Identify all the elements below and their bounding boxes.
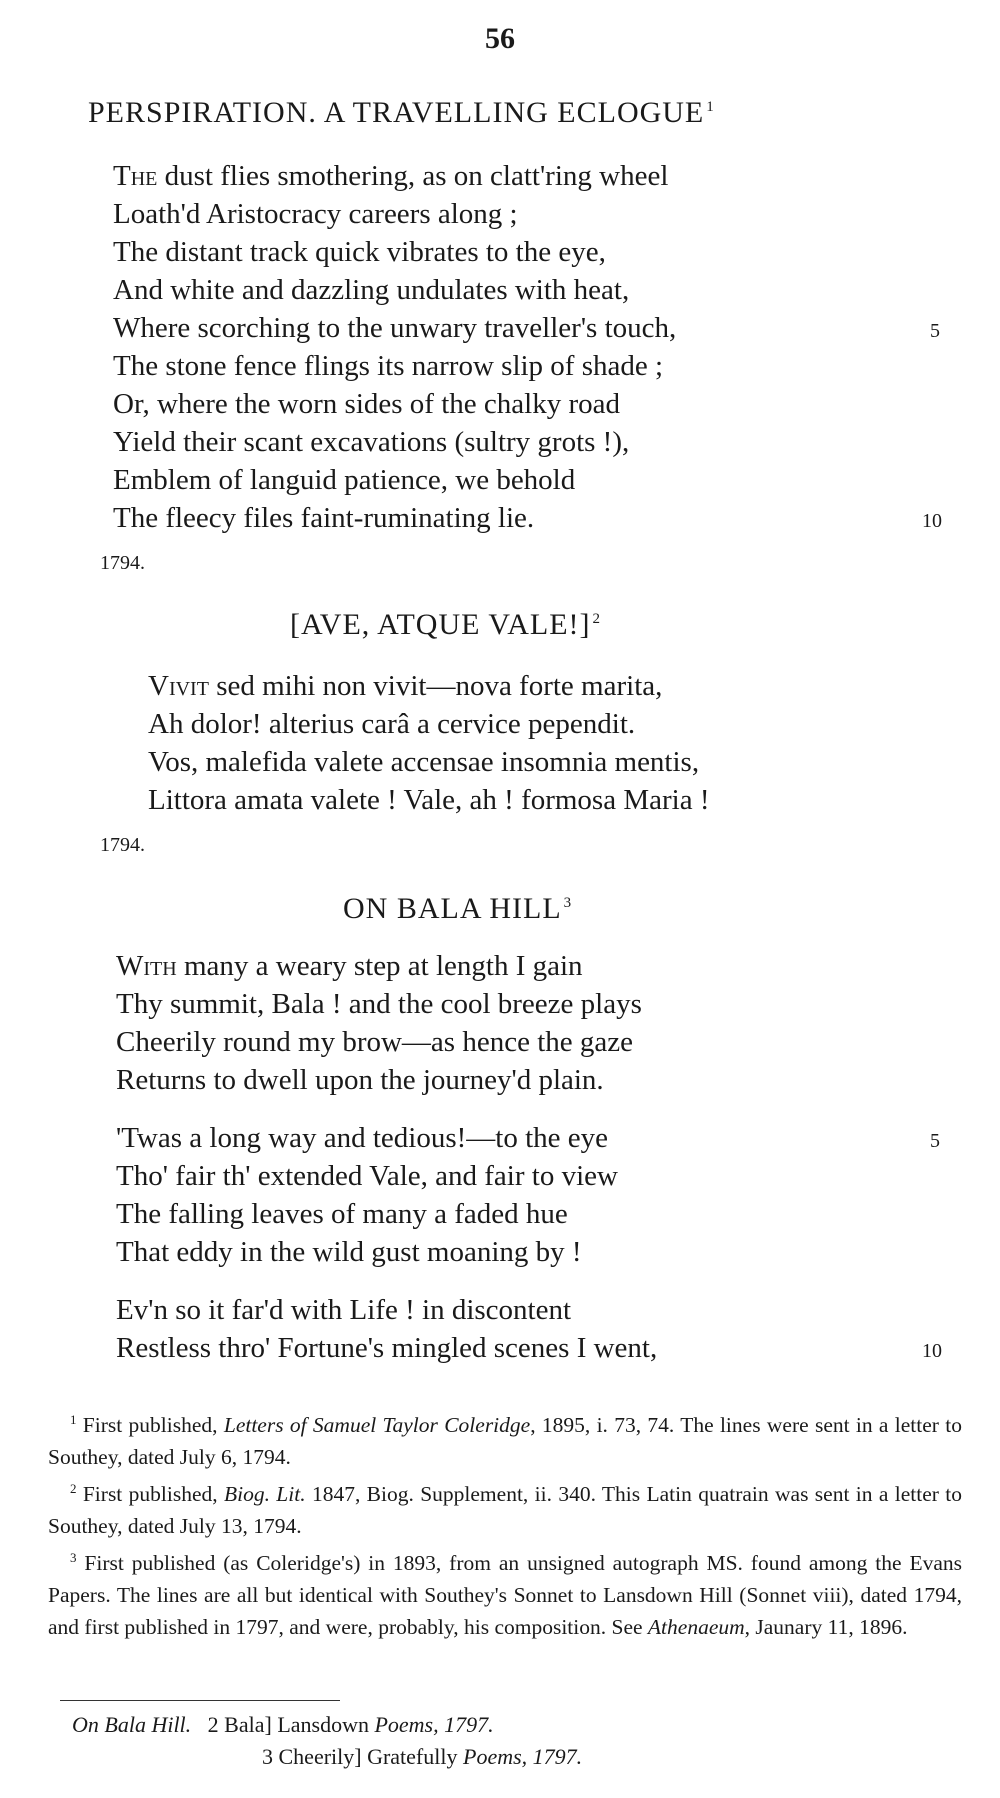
variants-rule xyxy=(60,1700,340,1701)
poem-line: The falling leaves of many a faded hue xyxy=(116,1198,568,1230)
poem-title-text: ON BALA HILL xyxy=(343,892,562,925)
footnote-italic: Biog. Lit. xyxy=(223,1482,306,1507)
footnotes xyxy=(48,1404,962,1643)
poem-line xyxy=(113,160,668,193)
footnote-3 xyxy=(48,1542,962,1643)
poem-line: Yield their scant excavations (sultry grots !), xyxy=(113,426,630,458)
poem-line: Emblem of languid patience, we behold xyxy=(113,464,576,496)
line-text: sed mihi non vivit—nova forte marita, xyxy=(208,670,663,702)
line-number: 10 xyxy=(922,510,942,532)
poem-line: 'Twas a long way and tedious!—to the eye xyxy=(116,1122,609,1154)
footnote-italic: Letters of Samuel Taylor Coleridge xyxy=(223,1413,531,1438)
footnote-mark: 2 xyxy=(70,1481,77,1497)
footnote-text: First published, xyxy=(76,1482,224,1507)
poem-line: Thy summit, Bala ! and the cool breeze plays xyxy=(116,988,642,1020)
variant-text: Cheerily] Gratefully xyxy=(273,1744,463,1769)
poem-line: Where scorching to the unwary traveller's touch, xyxy=(113,312,677,344)
first-word: The xyxy=(113,160,158,192)
variant-line-number: 2 xyxy=(207,1712,219,1737)
poem-title-ave-atque-vale xyxy=(290,608,601,642)
poem-line: Littora amata valete ! Vale, ah ! formosa Maria ! xyxy=(148,784,710,816)
poem-date: 1794. xyxy=(100,552,145,574)
poem-title-perspiration xyxy=(88,96,715,130)
line-number: 10 xyxy=(922,1340,942,1362)
line-number: 5 xyxy=(930,1130,940,1152)
variant-text: Bala] Lansdown xyxy=(218,1712,375,1737)
poem-line: Returns to dwell upon the journey'd plain. xyxy=(116,1064,604,1096)
poem-line: That eddy in the wild gust moaning by ! xyxy=(116,1236,582,1268)
variant-line-2 xyxy=(262,1744,582,1770)
poem-line: The fleecy files faint-ruminating lie. xyxy=(113,502,535,534)
footnote-mark: 1 xyxy=(70,1412,77,1427)
poem-line: The stone fence flings its narrow slip of shade ; xyxy=(113,350,664,382)
footnote-mark: 3 xyxy=(70,1550,77,1566)
poem-date: 1794. xyxy=(100,834,145,856)
poem-line: Loath'd Aristocracy careers along ; xyxy=(113,198,518,230)
line-text: many a weary step at length I gain xyxy=(176,950,583,982)
poem-line: And white and dazzling undulates with heat, xyxy=(113,274,630,306)
footnote-text: , 1895, i. 73, 74. The lines were sent in a letter to Southey, dated July 6, 1794. xyxy=(48,1413,962,1470)
footnote-2 xyxy=(48,1473,962,1542)
variant-line-number: 3 xyxy=(262,1744,273,1769)
footnote-ref: 1 xyxy=(706,99,715,115)
poem-title-text: [AVE, ATQUE VALE!] xyxy=(290,608,591,641)
poem-line: Restless thro' Fortune's mingled scenes I went, xyxy=(116,1332,658,1364)
variant-heading: On Bala Hill. xyxy=(72,1712,192,1737)
footnote-ref: 3 xyxy=(563,895,573,911)
poem-line: Ev'n so it far'd with Life ! in discontent xyxy=(116,1294,572,1326)
variant-source: Poems, 1797. xyxy=(374,1712,494,1737)
poem-line: Vos, malefida valete accensae insomnia mentis, xyxy=(148,746,700,778)
variant-line-1 xyxy=(72,1712,494,1738)
footnote-italic: Athenaeum xyxy=(647,1615,745,1640)
poem-line: Cheerily round my brow—as hence the gaze xyxy=(116,1026,633,1058)
footnote-text: First published (as Coleridge's) in 1893, from an unsigned autograph MS. found among the Evans Papers. The lines are all but identical with Southey's Sonnet to Lansdown Hill (Sonnet viii), dated 1794, and first published in 1797, and were, probably, his composition. See xyxy=(48,1551,962,1640)
poem-line: Ah dolor! alterius carâ a cervice pependit. xyxy=(148,708,636,740)
poem-line xyxy=(148,670,662,703)
footnote-text: 1847, Biog. Supplement, ii. 340. This Latin quatrain was sent in a letter to Southey, dated July 13, 1794. xyxy=(48,1482,962,1539)
line-text: dust flies smothering, as on clatt'ring wheel xyxy=(157,160,669,192)
first-word: With xyxy=(116,950,177,982)
poem-line: The distant track quick vibrates to the eye, xyxy=(113,236,606,268)
line-number: 5 xyxy=(930,320,940,342)
first-word: Vivit xyxy=(148,670,209,702)
poem-title-text: PERSPIRATION. A TRAVELLING ECLOGUE xyxy=(88,96,705,129)
poem-title-on-bala-hill xyxy=(343,892,572,926)
variant-source: Poems, 1797. xyxy=(463,1744,583,1769)
poem-line: Or, where the worn sides of the chalky road xyxy=(113,388,620,420)
footnote-text: First published, xyxy=(76,1413,224,1438)
footnote-ref: 2 xyxy=(592,611,601,627)
page-number: 56 xyxy=(485,22,515,55)
footnote-1 xyxy=(48,1404,962,1473)
poem-line xyxy=(116,950,583,983)
footnote-text: , Jaunary 11, 1896. xyxy=(744,1615,908,1640)
poem-line: Tho' fair th' extended Vale, and fair to view xyxy=(116,1160,618,1192)
